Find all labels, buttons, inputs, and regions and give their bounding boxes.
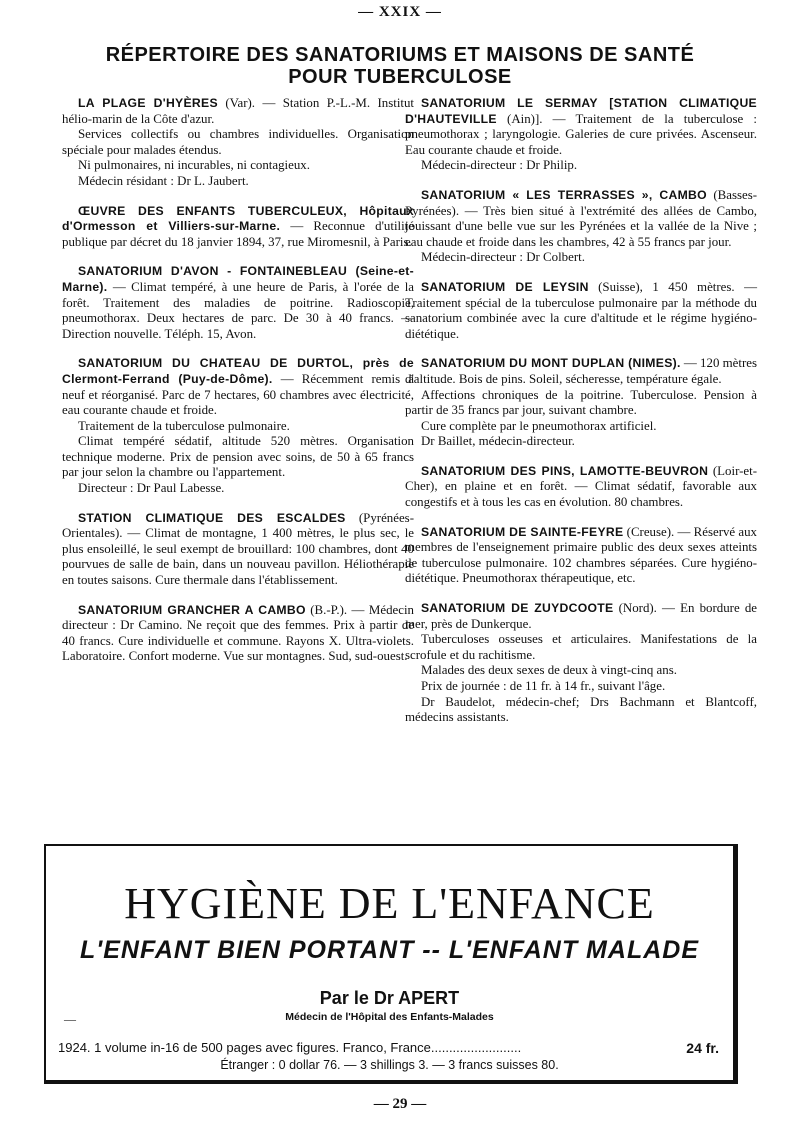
entry-paragraph: Tuberculoses osseuses et articulaires. Manifestations de la scrofule et du rachitisme. — [405, 632, 757, 662]
entry-intro — [405, 525, 757, 587]
entry-heading: SANATORIUM DU MONT DUPLAN (NIMES). — [421, 356, 681, 371]
entry-paragraph: Médecin-directeur : Dr Colbert. — [421, 250, 585, 265]
entry-paragraph: Prix de journée : de 11 fr. à 14 fr., suivant l'âge. — [421, 679, 666, 693]
entry-intro — [62, 264, 414, 342]
directory-entry — [62, 356, 414, 496]
ad-affiliation: Médecin de l'Hôpital des Enfants-Malades — [285, 1011, 494, 1023]
entry-heading: SANATORIUM DE ZUYDCOOTE — [421, 601, 614, 616]
entry-intro — [405, 96, 757, 158]
entry-heading-rest: (B.-P.). — Médecin directeur : Dr Camino. Ne reçoit que des femmes. Prix à partir de 40 francs. Cure individuelle et commune. Rayons X. Ultra-violets. Laboratoire. Confort moderne. Vue sur montagnes. Sud, sud-ouest. — [62, 602, 414, 664]
directory-entry — [62, 264, 414, 342]
entry-heading-rest: — Reconnue d'utilité publique par décret du 18 janvier 1894, 37, rue Miromesnil, à Paris. — [62, 219, 414, 249]
entry-paragraph: Médecin résidant : Dr L. Jaubert. — [78, 173, 249, 188]
directory-entry — [405, 525, 757, 587]
entry-heading: LA PLAGE D'HYÈRES — [78, 96, 218, 110]
directory-entry — [405, 356, 757, 450]
entry-heading-rest: (Suisse), 1 450 mètres. — Traitement spécial de la tuberculose pulmonaire par la méthode du sanatorium combinée avec la cure d'altitude et le régime hygiéno-diététique. — [405, 279, 757, 341]
directory-entry — [405, 280, 757, 342]
entry-paragraph: Médecin-directeur : Dr Philip. — [421, 158, 578, 173]
entry-heading-rest: (Nord). — En bordure de mer, près de Dunkerque. — [405, 601, 757, 631]
entry-intro — [62, 511, 414, 589]
entry-paragraph: Cure complète par le pneumothorax artificiel. — [421, 418, 657, 433]
page-number-bottom: — 29 — — [373, 1096, 427, 1112]
entry-heading: SANATORIUM LE SERMAY [STATION CLIMATIQUE D'HAUTEVILLE — [405, 96, 757, 126]
entry-paragraph: Climat tempéré sédatif, altitude 520 mètres. Organisation technique moderne. Prix de pension avec soins, de 50 à 65 francs par jour selon la chambre ou l'appartement. — [62, 434, 414, 480]
directory-entry — [62, 511, 414, 589]
entry-intro — [62, 603, 414, 665]
directory-entry — [405, 464, 757, 511]
directory-entry — [62, 603, 414, 665]
page-title-line1: RÉPERTOIRE DES SANATORIUMS ET MAISONS DE SANTÉ — [105, 44, 695, 66]
entry-heading: SANATORIUM D'AVON - FONTAINEBLEAU (Seine-et-Marne). — [62, 264, 414, 294]
directory-entry — [405, 188, 757, 266]
entry-heading-rest: (Pyrénées-Orientales). — Climat de montagne, 1 400 mètres, le plus sec, le plus ensoleillé, le seul exempt de brouillard: 100 chambres, dont 40 pourvues de salle de bain, dans un nouveau pavillon. Héliothérapie en toutes saisons. Cure thermale dans l'établissement. — [62, 510, 414, 588]
directory-entry — [405, 96, 757, 174]
ad-title: HYGIÈNE DE L'ENFANCE — [124, 879, 655, 928]
entry-intro — [62, 96, 414, 127]
entry-paragraph: Dr Baillet, médecin-directeur. — [421, 434, 575, 449]
entry-heading-rest: (Loir-et-Cher), en plaine et en forêt. — Climat sédatif, favorable aux congestifs et à tous les cas en évolution. 80 chambres. — [405, 463, 757, 510]
entry-paragraph: Affections chroniques de la poitrine. Tuberculose. Pension à partir de 35 francs par jour, suivant chambre. — [405, 387, 757, 418]
entry-paragraph: Malades des deux sexes de deux à vingt-cinq ans. — [421, 663, 677, 678]
entry-heading: SANATORIUM DU CHATEAU DE DURTOL, près de Clermont-Ferrand (Puy-de-Dôme). — [62, 356, 414, 386]
entry-heading: ŒUVRE DES ENFANTS TUBERCULEUX, Hôpitaux d'Ormesson et Villiers-sur-Marne. — [62, 203, 414, 234]
entry-heading: SANATORIUM DE LEYSIN — [421, 279, 589, 294]
entry-heading-rest: — Climat tempéré, à une heure de Paris, à l'orée de la forêt. Traitement des maladies de poitrine. Radioscopie, pneumothorax. Deux hectares de parc. De 30 à 40 francs. — Direction nouvelle. Téléph. 15, Avon. — [62, 279, 414, 341]
ad-price: 24 fr. — [686, 1040, 719, 1056]
directory-entry — [405, 601, 757, 726]
ad-foreign-price-line: Étranger : 0 dollar 76. — 3 shillings 3. — 3 francs suisses 80. — [220, 1058, 559, 1072]
page-number-top: — XXIX — — [358, 4, 442, 20]
entry-heading: STATION CLIMATIQUE DES ESCALDES — [78, 510, 346, 525]
ad-author: Par le Dr APERT — [319, 988, 460, 1008]
entry-paragraph: Services collectifs ou chambres individuelles. Organisation spéciale pour malades étendus. — [62, 127, 414, 157]
entry-intro — [405, 356, 757, 387]
entry-intro — [405, 464, 757, 511]
ad-edition-line: 1924. 1 volume in-16 de 500 pages avec figures. Franco, France......................... — [58, 1040, 522, 1055]
entry-intro — [62, 204, 414, 251]
entry-paragraph: Directeur : Dr Paul Labesse. — [78, 481, 225, 496]
entry-heading: SANATORIUM DE SAINTE-FEYRE — [421, 524, 624, 539]
left-column — [62, 96, 414, 679]
entry-paragraph: Dr Baudelot, médecin-chef; Drs Bachmann et Blantcoff, médecins assistants. — [405, 694, 757, 725]
right-column — [405, 96, 757, 740]
entry-heading-rest: (Creuse). — Réservé aux membres de l'enseignement primaire public des deux sexes atteints de tuberculose pulmonaire. 102 chambres séparées. Cure hygiéno-diététique. Pneumothorax thérapeutique, etc. — [405, 524, 758, 586]
ad-dash: — — [64, 1012, 76, 1026]
entry-heading-rest: — 120 mètres d'altitude. Bois de pins. Soleil, sécheresse, température égale. — [405, 356, 757, 386]
entry-intro — [405, 280, 757, 342]
entry-intro — [62, 356, 414, 418]
entry-heading-rest: (Var). — Station P.-L.-M. Institut hélio-marin de la Côte d'azur. — [62, 96, 415, 126]
directory-entry — [62, 204, 414, 251]
entry-heading: SANATORIUM « LES TERRASSES », CAMBO — [421, 187, 707, 202]
page-title-line2: POUR TUBERCULOSE — [288, 66, 512, 88]
entry-paragraph: Traitement de la tuberculose pulmonaire. — [78, 418, 290, 433]
ad-subtitle: L'ENFANT BIEN PORTANT -- L'ENFANT MALADE — [80, 936, 699, 964]
entry-intro — [405, 188, 757, 250]
entry-heading: SANATORIUM DES PINS, LAMOTTE-BEUVRON — [421, 463, 709, 478]
book-advertisement — [44, 844, 738, 1084]
directory-entry — [62, 96, 414, 190]
entry-heading: SANATORIUM GRANCHER A CAMBO — [78, 602, 306, 617]
entry-heading-rest: — Récemment remis à neuf et réorganisé. Parc de 7 hectares, 60 chambres avec électricité, eau courante chaude et froide. — [62, 371, 414, 418]
entry-intro — [405, 601, 757, 632]
entry-heading-rest: (Ain)]. — Traitement de la tuberculose : pneumothorax ; laryngologie. Galeries de cure privées. Ascenseur. Eau courante chaude et froide. — [405, 111, 757, 157]
entry-paragraph: Ni pulmonaires, ni incurables, ni contagieux. — [78, 158, 310, 173]
entry-heading-rest: (Basses-Pyrénées). — Très bien situé à l'extrémité des allées de Cambo, jouissant d'une belle vue sur les Pyrénées et la vallée de la Nive ; eau chaude et froide dans les chambres, 42 à 55 francs par jour. — [405, 187, 758, 249]
